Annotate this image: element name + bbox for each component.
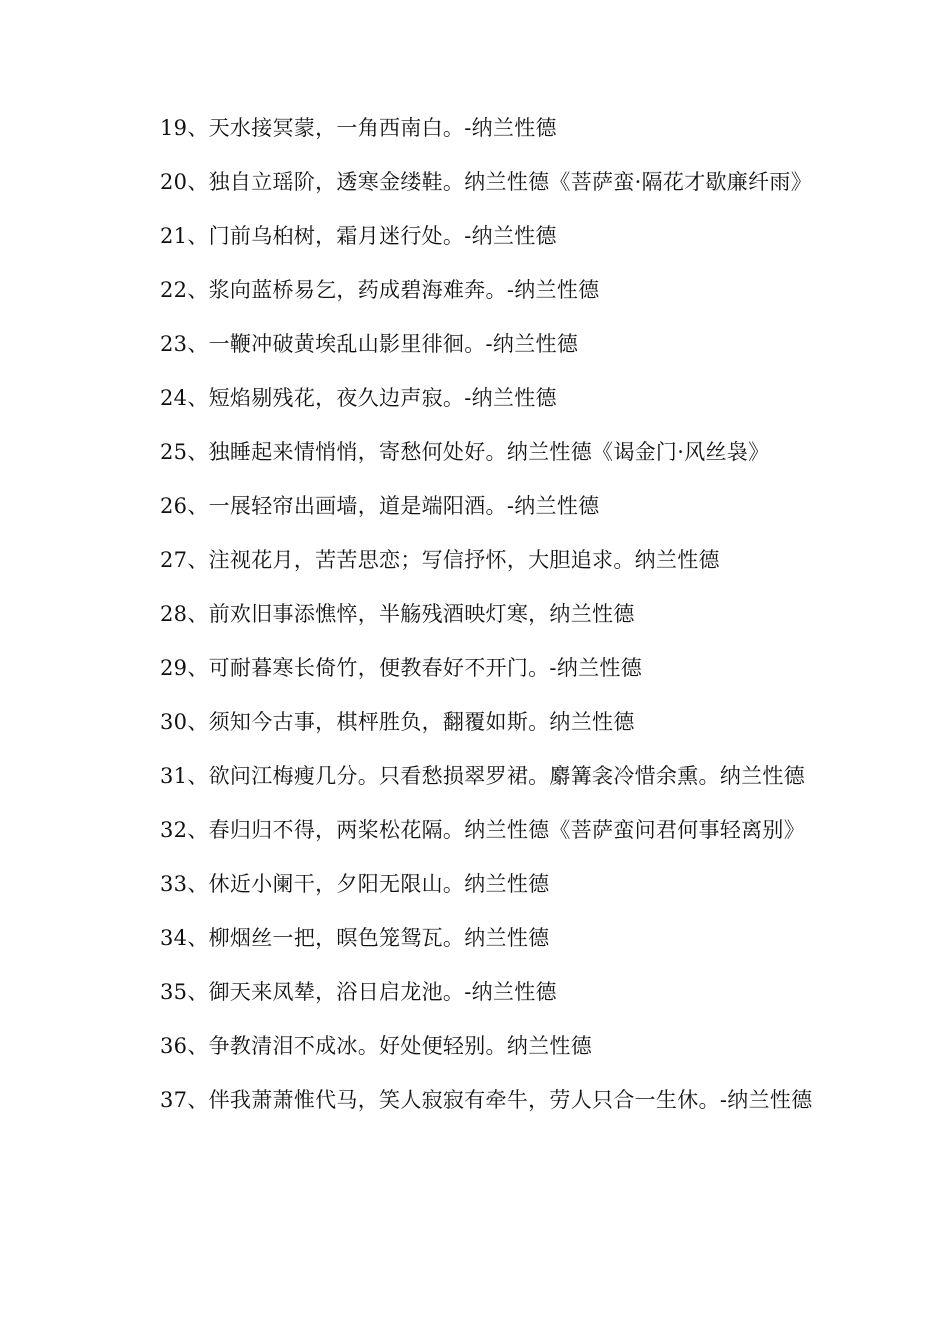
- quote-line-27: 27、注视花月，苦苦思恋；写信抒怀，大胆追求。纳兰性德: [160, 548, 720, 572]
- quote-line-29: 29、可耐暮寒长倚竹，便教春好不开门。-纳兰性德: [160, 656, 643, 680]
- quote-line-30: 30、须知今古事，棋枰胜负，翻覆如斯。纳兰性德: [160, 710, 635, 734]
- quote-line-19: 19、天水接冥蒙，一角西南白。-纳兰性德: [160, 116, 557, 140]
- quote-line-37: 37、伴我萧萧惟代马，笑人寂寂有牵牛，劳人只合一生休。-纳兰性德: [160, 1088, 813, 1112]
- quote-list: [116, 110, 836, 1136]
- quote-line-28: 28、前欢旧事添憔悴，半觞残酒映灯寒，纳兰性德: [160, 602, 635, 626]
- quote-line-32: 32、春归归不得，两桨松花隔。纳兰性德《菩萨蛮问君何事轻离别》: [160, 818, 806, 842]
- quote-line-35: 35、御天来凤辇，浴日启龙池。-纳兰性德: [160, 980, 557, 1004]
- quote-line-26: 26、一展轻帘出画墙，道是端阳酒。-纳兰性德: [160, 494, 600, 518]
- quote-line-22: 22、浆向蓝桥易乞，药成碧海难奔。-纳兰性德: [160, 278, 600, 302]
- quote-line-33: 33、休近小阑干，夕阳无限山。纳兰性德: [160, 872, 550, 896]
- quote-line-34: 34、柳烟丝一把，暝色笼鸳瓦。纳兰性德: [160, 926, 550, 950]
- quote-line-25: 25、独睡起来情悄悄，寄愁何处好。纳兰性德《谒金门·风丝袅》: [160, 440, 770, 464]
- quote-line-31: 31、欲问江梅瘦几分。只看愁损翠罗裙。麝篝衾冷惜余熏。纳兰性德: [160, 764, 806, 788]
- quote-line-20: 20、独自立瑶阶，透寒金缕鞋。纳兰性德《菩萨蛮·隔花才歇廉纤雨》: [160, 170, 812, 194]
- quote-line-24: 24、短焰剔残花，夜久边声寂。-纳兰性德: [160, 386, 557, 410]
- quote-line-23: 23、一鞭冲破黄埃乱山影里徘徊。-纳兰性德: [160, 332, 579, 356]
- quote-line-21: 21、门前乌桕树，霜月迷行处。-纳兰性德: [160, 224, 557, 248]
- quote-line-36: 36、争教清泪不成冰。好处便轻别。纳兰性德: [160, 1034, 593, 1058]
